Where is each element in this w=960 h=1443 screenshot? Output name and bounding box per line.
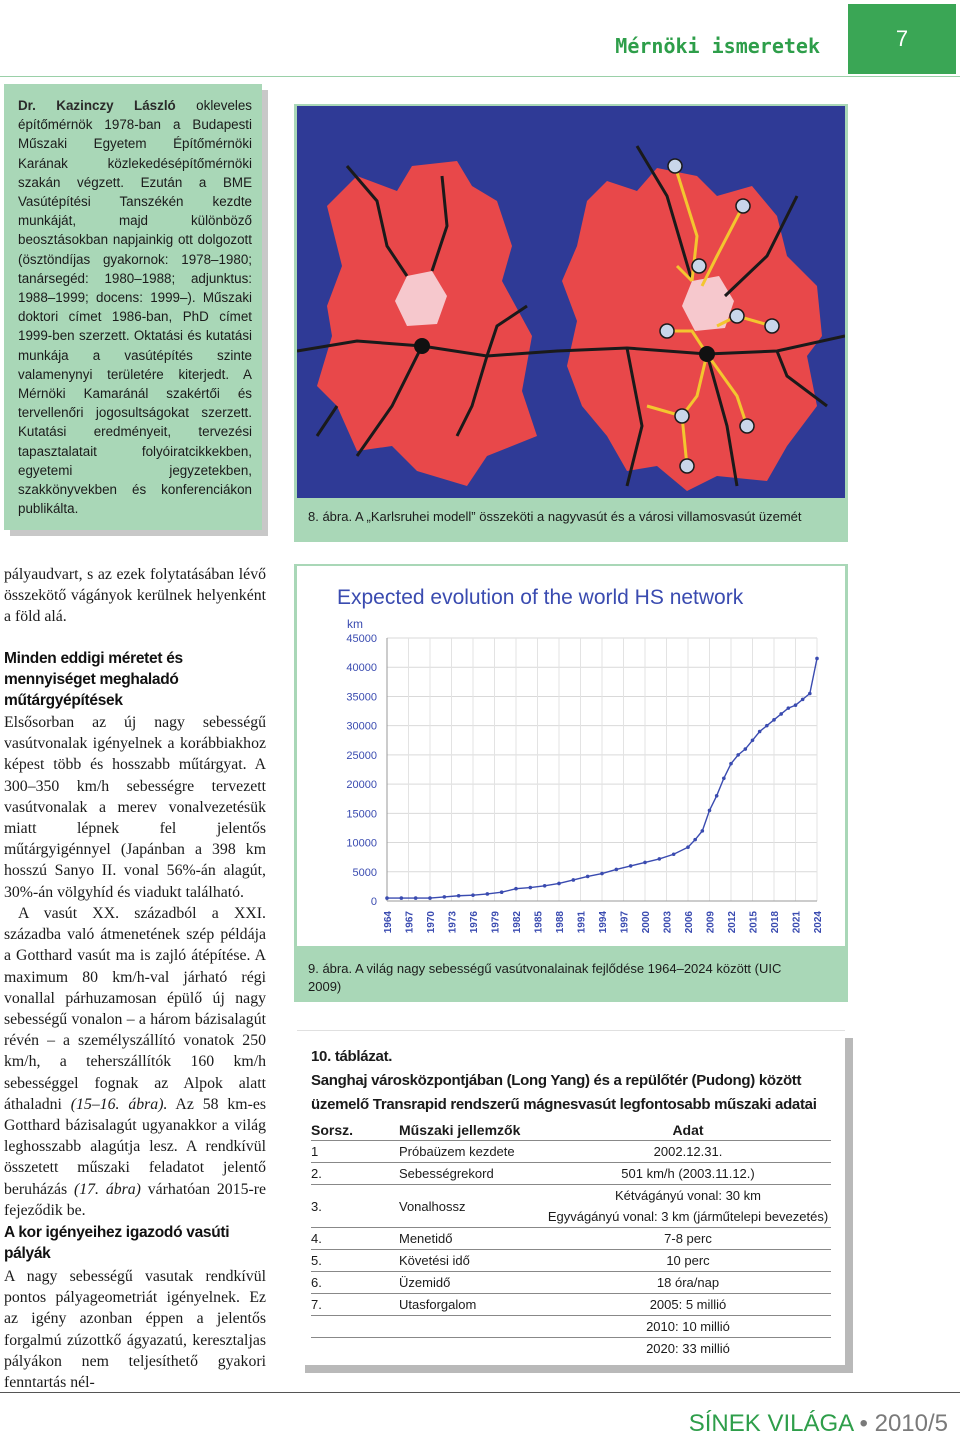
data-point: [693, 838, 697, 842]
karlsruhe-model-diagram: [297, 106, 845, 498]
data-point: [708, 809, 712, 813]
x-tick-label: 2003: [662, 911, 674, 934]
data-point: [543, 884, 547, 888]
footer-bullet: •: [859, 1410, 868, 1437]
author-bio-text: okleveles építőmérnök 1978-ban a Budapesti Műszaki Egyetem Építőmérnöki Karának közlekedésépítőmérnöki szakán végzett. Ezután a BME Vasútépítési Tanszékén kezdte munkáját, majd különböző beosztásokban napjainkig ott dolgozott (ösztöndíjas gyakornok: 1978–1980; tanársegéd: 1980–1988; adjunktus: 1988–1999; docens: 1999–). Műszaki doktori címet 1986-ban, PhD címet 1999-ben szerzett. Oktatási és kutatási munkája a vasútépítés szinte valamenynyi területére kiterjedt. A Mérnöki Kamaránál szakértői és tervellenőri jogosultságokat szerzett. Kutatási eredményeit, tervezési tapasztalatait folyóiratcikkekben, egyetemi jegyzetekben, szakkönyvekben és konferenciákon publikálta.: [18, 98, 253, 517]
data-point: [751, 738, 755, 742]
data-point: [457, 894, 461, 898]
station-left: [414, 338, 430, 354]
cell: 2020: 33 millió: [646, 1341, 730, 1356]
cell: Próbaüzem kezdete: [399, 1141, 545, 1163]
col-header: Műszaki jellemzők: [399, 1119, 545, 1141]
paragraph-3: [4, 903, 266, 1221]
figure-8: [294, 104, 848, 542]
author-bio-box: [4, 84, 262, 530]
data-point: [815, 657, 819, 661]
data-point: [765, 724, 769, 728]
x-tick-label: 1988: [555, 911, 566, 934]
page-number: 7: [848, 4, 956, 74]
y-tick-label: 10000: [346, 837, 377, 850]
data-point: [428, 896, 432, 900]
cell: Sebességrekord: [399, 1163, 545, 1185]
p3-figure-ref-2: (17. ábra): [73, 1180, 141, 1198]
data-point: [486, 892, 490, 896]
data-point: [779, 712, 783, 716]
data-point: [557, 882, 561, 886]
hs-network-chart: [297, 566, 845, 946]
cell: 2002.12.31.: [545, 1141, 831, 1163]
p3-text-a: A vasút XX. századból a XXI. századba való átmenetének szép példája a Gotthard vasút ma is zajló átépítése. A maximum 80 km/h-val járható régi vonallal párhuzamosan épülő új nagy sebességű vonalon – a három bázisalagút révén – a személyszállító vonatok 250 km/h, a teherszállítók 160 km/h sebességgel fognak az Alpok alatt áthaladni: [4, 905, 266, 1113]
table-row: [311, 1272, 831, 1294]
data-point: [615, 868, 619, 872]
x-tick-label: 2015: [748, 911, 760, 934]
x-tick-label: 1973: [447, 911, 459, 934]
x-tick-label: 2000: [641, 911, 652, 934]
footer-brand: [560, 1410, 948, 1440]
cell: 501 km/h (2003.11.12.): [545, 1163, 831, 1185]
data-point: [400, 896, 404, 900]
data-point: [586, 875, 590, 879]
x-tick-label: 2009: [705, 911, 717, 934]
heading-1: Minden eddigi méretet és mennyiséget meghaladó műtárgyépítések: [4, 650, 183, 709]
tech-data-table: [311, 1119, 831, 1359]
table-row: [311, 1141, 831, 1163]
col-header: Adat: [545, 1119, 831, 1141]
x-tick-label: 2018: [770, 911, 781, 934]
figure-9: [294, 564, 848, 1002]
cell: 10 perc: [545, 1250, 831, 1272]
x-tick-label: 2021: [791, 911, 803, 934]
brand-part-2: VILÁGA: [767, 1410, 853, 1437]
x-tick-label: 2012: [727, 911, 738, 934]
cell: 7.: [311, 1294, 399, 1316]
table-row: [311, 1163, 831, 1185]
data-point: [772, 718, 776, 722]
cell: 2005: 5 millió: [545, 1294, 831, 1316]
p3-text-c: várhatóan 2015-re fejeződik be.: [4, 1180, 266, 1219]
data-point: [729, 762, 733, 766]
data-point: [514, 887, 518, 891]
data-point: [500, 890, 504, 894]
data-point: [414, 896, 418, 900]
y-tick-label: 0: [370, 896, 377, 908]
table-title: Sanghaj városközpontjában (Long Yang) és a repülőtér (Pudong) között üzemelő Transrapid rendszerű mágnesvasút legfontosabb műszaki adatai: [311, 1072, 817, 1113]
x-tick-label: 1991: [576, 911, 588, 934]
data-point: [736, 753, 740, 757]
data-point: [715, 794, 719, 798]
x-tick-label: 2006: [684, 911, 695, 934]
x-tick-label: 2024: [813, 911, 824, 934]
chart-svg: [297, 566, 845, 946]
cell-line: Egyvágányú vonal: 3 km (járműtelepi bevezetés): [547, 1209, 829, 1224]
y-tick-label: 45000: [346, 633, 377, 645]
table-row: [311, 1228, 831, 1250]
x-tick-label: 1982: [512, 911, 523, 934]
data-point: [629, 864, 633, 868]
data-point: [572, 878, 576, 882]
data-point: [801, 698, 805, 702]
p3-text-b: Az 58 km-es Gotthard bázisalagút ugyanakkor a világ leghosszabb alagútja lesz. A rendkívül összetett műszaki feladatot jelentő beruházás: [4, 1095, 266, 1198]
station-right: [699, 346, 715, 362]
data-point: [758, 730, 762, 734]
author-name: Dr. Kazinczy László: [18, 98, 176, 113]
cell: 1: [311, 1141, 399, 1163]
chart-y-unit: km: [347, 617, 363, 631]
figure-8-caption: 8. ábra. A „Karlsruhei modell” összeköti a nagyvasút és a városi villamosvasút üzemét: [308, 509, 802, 524]
table-row: [311, 1338, 831, 1360]
x-tick-label: 1970: [426, 911, 437, 934]
chart-title: Expected evolution of the world HS network: [337, 586, 744, 609]
x-tick-label: 1976: [469, 911, 480, 934]
cell: Utasforgalom: [399, 1294, 545, 1316]
data-point: [686, 845, 690, 849]
y-tick-label: 25000: [346, 749, 377, 762]
data-point: [385, 896, 389, 900]
section-title: Mérnöki ismeretek: [615, 34, 820, 58]
brand-part-1: SÍNEK: [688, 1410, 761, 1437]
col-header: Sorsz.: [311, 1119, 399, 1141]
data-point: [794, 703, 798, 707]
paragraph-4: A nagy sebességű vasutak rendkívül pontos pályageometriát igényelnek. Ez az igény azonban éppen a jelentős forgalmú zúzottkő ágyazatú, keresztaljas pályákon nem teljesíthető gyakori fenntartás nél-: [4, 1268, 266, 1392]
issue-number: 2010/5: [874, 1410, 948, 1437]
table-header-row: [311, 1119, 831, 1141]
table-10: [297, 1030, 845, 1365]
table-number: 10. táblázat.: [311, 1048, 393, 1065]
paragraph-1: pályaudvart, s az ezek folytatásában lévő összekötő vágányok kerülnek helyenként a föld alá.: [4, 566, 266, 626]
x-tick-label: 1994: [598, 911, 609, 934]
y-tick-label: 30000: [346, 720, 377, 733]
y-tick-label: 15000: [346, 808, 377, 821]
data-point: [808, 692, 812, 696]
cell: [545, 1185, 831, 1228]
data-point: [443, 895, 447, 899]
y-tick-label: 20000: [346, 779, 377, 792]
cell: Menetidő: [399, 1228, 545, 1250]
cell-line: Kétvágányú vonal: 30 km: [615, 1188, 761, 1203]
data-point: [722, 776, 726, 780]
y-tick-label: 40000: [346, 662, 377, 675]
y-tick-label: 35000: [346, 691, 377, 704]
cell: 2.: [311, 1163, 399, 1185]
table-row: [311, 1250, 831, 1272]
cell: 7-8 perc: [545, 1228, 831, 1250]
cell: 6.: [311, 1272, 399, 1294]
figure-9-caption: 9. ábra. A világ nagy sebességű vasútvonalainak fejlődése 1964–2024 között (UIC 2009): [308, 961, 782, 994]
table-row: [311, 1294, 831, 1316]
data-point: [672, 852, 676, 856]
cell: 3.: [311, 1185, 399, 1228]
footer-rule: [0, 1392, 960, 1393]
data-point: [701, 829, 705, 833]
y-tick-label: 5000: [352, 866, 377, 879]
x-tick-label: 1964: [383, 911, 394, 934]
x-tick-label: 1967: [404, 911, 416, 934]
cell: 4.: [311, 1228, 399, 1250]
data-point: [471, 893, 475, 897]
table-row: [311, 1185, 831, 1228]
p3-figure-ref: (15–16. ábra).: [70, 1095, 168, 1113]
cell: 18 óra/nap: [545, 1272, 831, 1294]
data-point: [744, 747, 748, 751]
cell: Vonalhossz: [399, 1185, 545, 1228]
x-tick-label: 1979: [490, 911, 502, 934]
x-tick-label: 1985: [533, 911, 545, 934]
table-row: [311, 1316, 831, 1338]
header-rule: [0, 76, 960, 77]
x-tick-label: 1997: [619, 911, 631, 934]
cell: 5.: [311, 1250, 399, 1272]
data-point: [643, 861, 647, 865]
data-point: [658, 857, 662, 861]
cell: Üzemidő: [399, 1272, 545, 1294]
data-point: [529, 886, 533, 890]
data-point: [600, 872, 604, 876]
cell: 2010: 10 millió: [545, 1316, 831, 1338]
heading-2: A kor igényeihez igazodó vasúti pályák: [4, 1224, 230, 1262]
data-point: [787, 706, 791, 710]
paragraph-2: Elsősorban az új nagy sebességű vasútvonalak igényelnek a korábbiakhoz képest több és hosszabb műtárgyat. A 300–350 km/h sebességre tervezett vasútvonalak a merev vonalvezetésük miatt lépnek fel jelentős műtárgyigénnyel (Japánban a 398 km hosszú Sanyo II. vonal 56%-án alagút, 30%-án völgyhíd és viadukt található.: [4, 714, 266, 901]
cell: Követési idő: [399, 1250, 545, 1272]
